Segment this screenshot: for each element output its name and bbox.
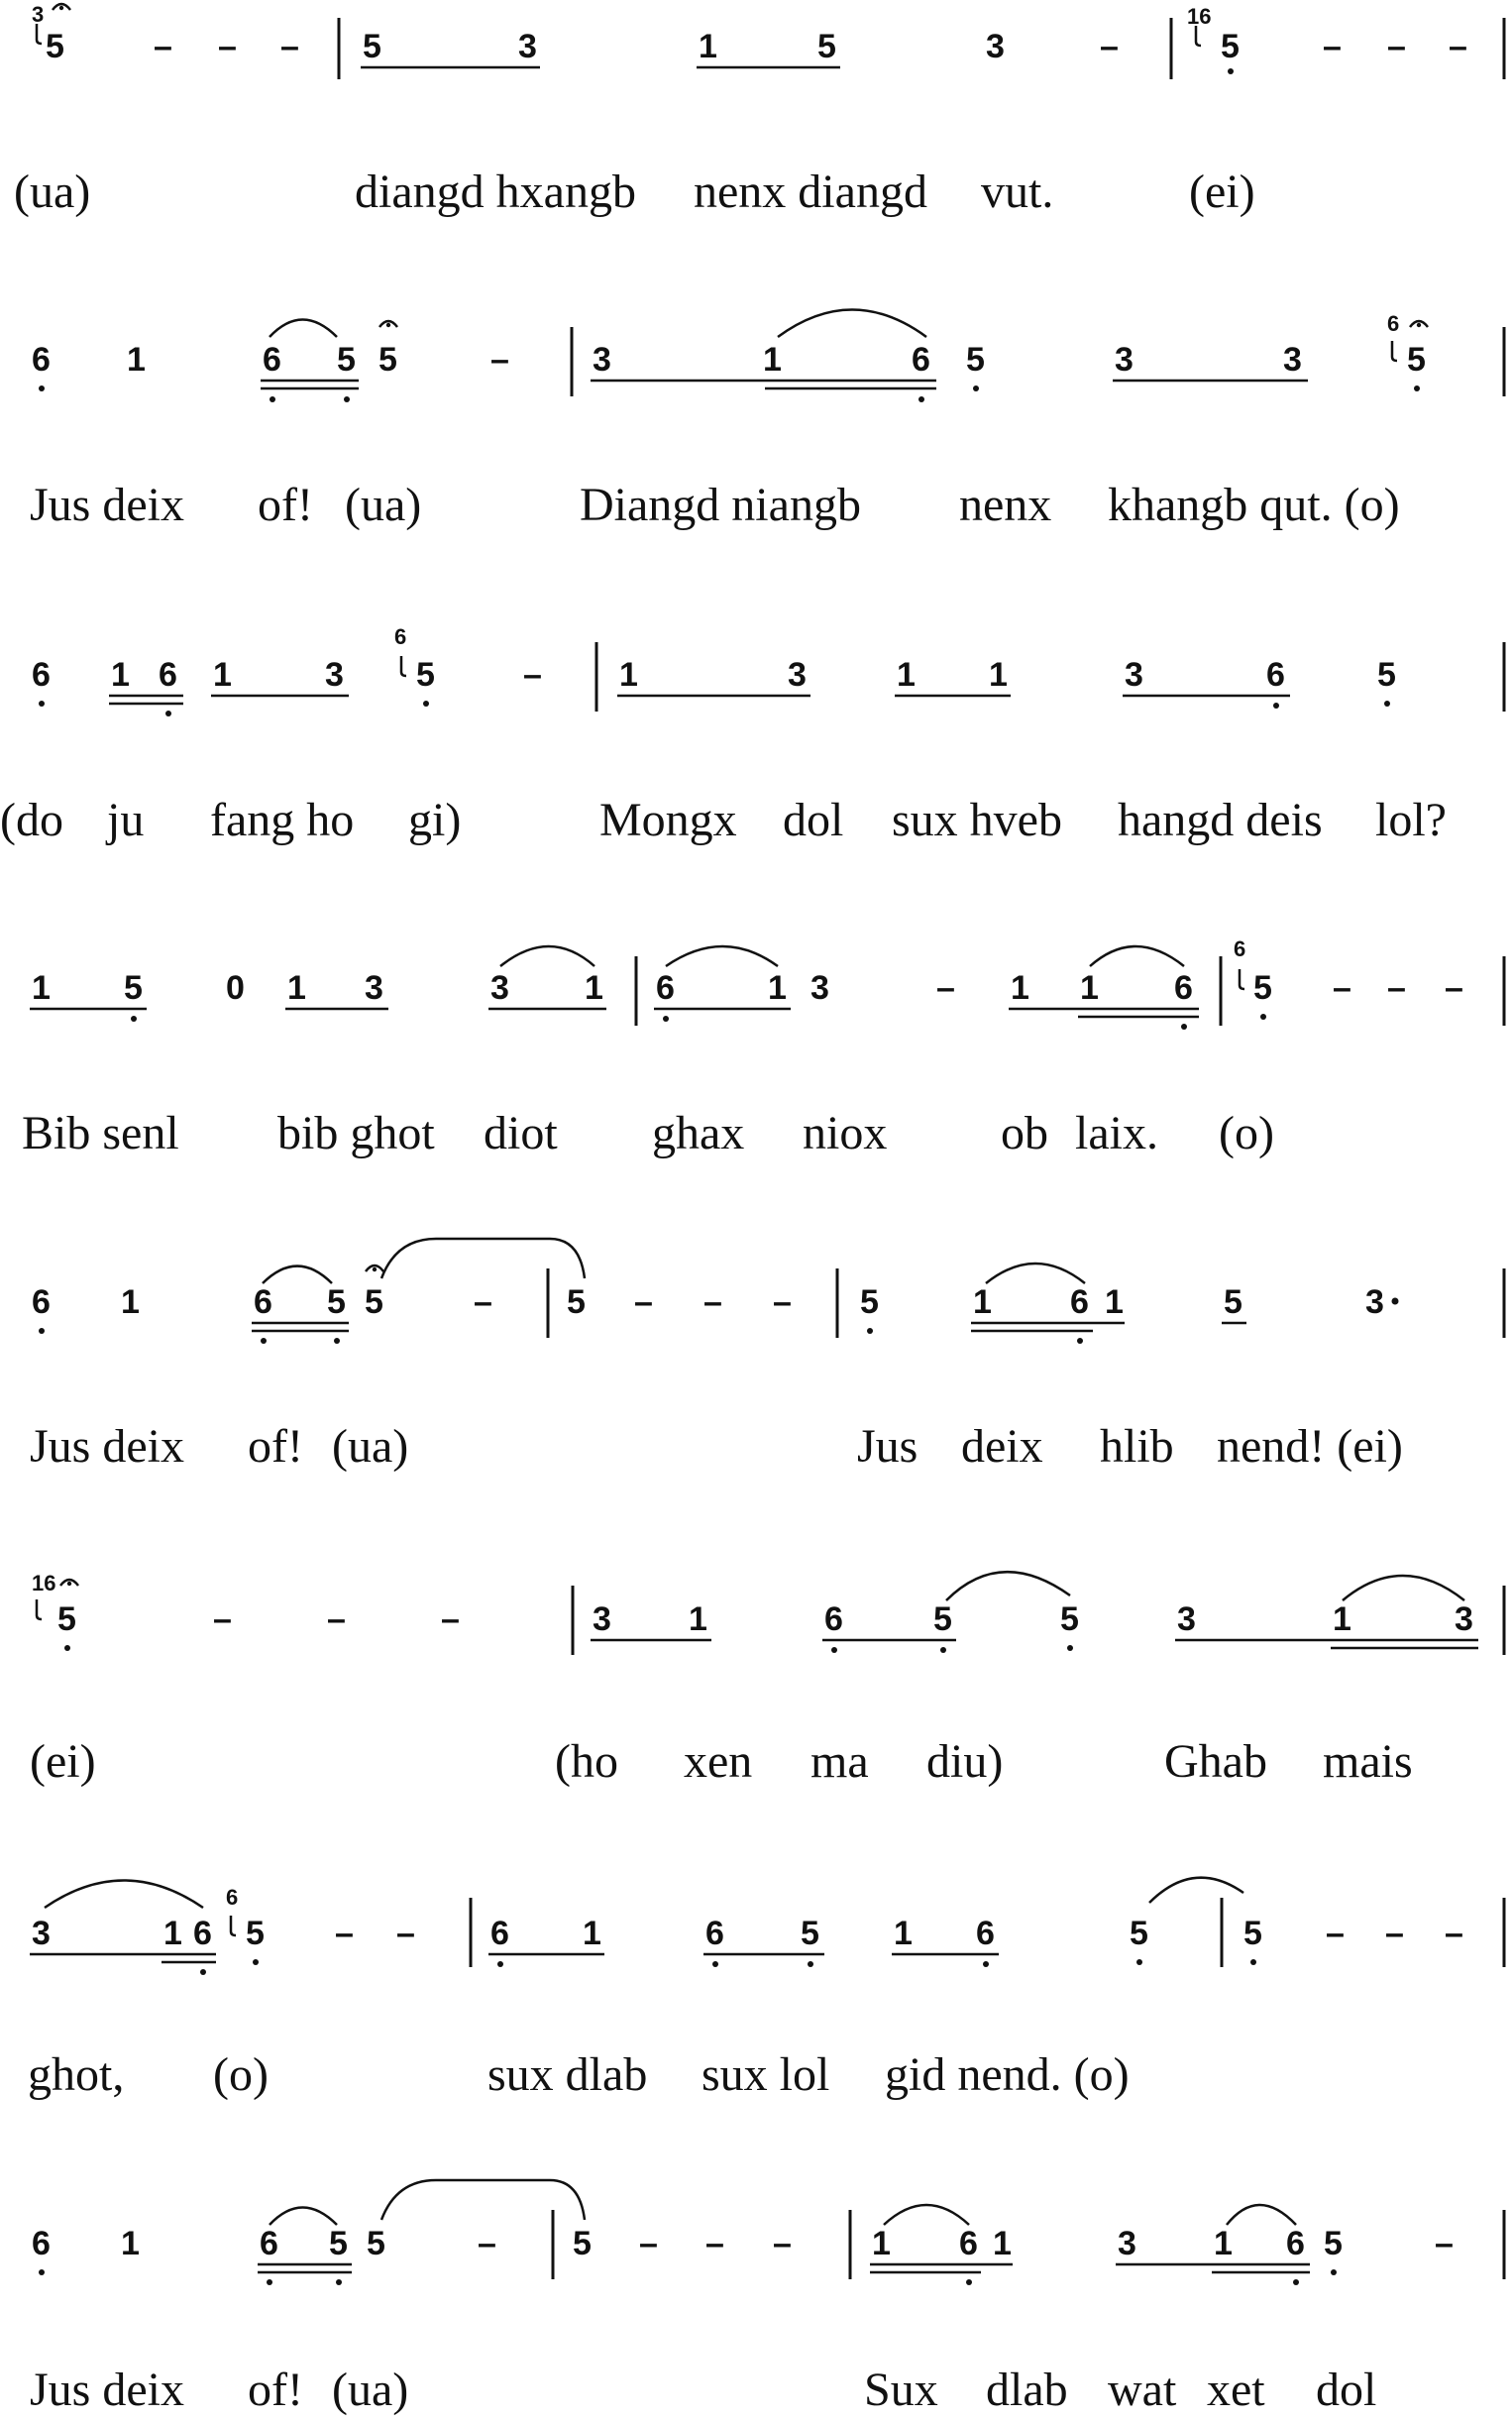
svg-text:–: –	[1449, 28, 1467, 65]
svg-text:6: 6	[656, 969, 675, 1007]
lyric-syllable: lol?	[1375, 794, 1447, 846]
svg-text:1: 1	[163, 1915, 182, 1952]
svg-text:5: 5	[367, 2225, 385, 2262]
lyric-syllable: dol	[783, 794, 844, 846]
svg-text:3: 3	[365, 969, 383, 1007]
svg-text:5: 5	[1243, 1915, 1262, 1952]
svg-text:–: –	[1323, 28, 1342, 65]
svg-text:5: 5	[801, 1915, 819, 1952]
svg-text:5: 5	[378, 341, 397, 379]
lyric-syllable: bib ghot	[277, 1107, 435, 1159]
svg-text:6: 6	[490, 1915, 509, 1952]
lyric-syllable: (ua)	[345, 479, 422, 531]
svg-text:5: 5	[966, 341, 985, 379]
lyric-syllable: vut.	[981, 165, 1054, 218]
lyric-syllable: Jus deix	[30, 2364, 184, 2416]
svg-text:3: 3	[1283, 341, 1302, 379]
svg-text:1: 1	[897, 656, 916, 694]
svg-text:5: 5	[1377, 656, 1396, 694]
svg-text:6: 6	[912, 341, 930, 379]
lyric-syllable: ma	[810, 1735, 869, 1788]
lyric-syllable: hlib	[1100, 1420, 1174, 1473]
lyric-syllable: Jus deix	[30, 1420, 184, 1473]
lyric-syllable: ob	[1001, 1107, 1048, 1159]
svg-text:5: 5	[337, 341, 356, 379]
svg-text:1: 1	[699, 28, 717, 65]
lyric-syllable: Ghab	[1164, 1735, 1267, 1788]
system-2-notation	[32, 310, 1504, 403]
svg-text:–: –	[634, 1283, 653, 1321]
svg-text:5: 5	[860, 1283, 879, 1321]
svg-text:5: 5	[573, 2225, 592, 2262]
svg-text:–: –	[1445, 969, 1463, 1007]
lyric-syllable: (o)	[1219, 1107, 1274, 1159]
lyric-syllable: laix.	[1075, 1107, 1158, 1159]
lyric-syllable: xet	[1207, 2364, 1265, 2416]
svg-text:5: 5	[365, 1283, 383, 1321]
svg-text:5: 5	[363, 28, 381, 65]
svg-text:5: 5	[1324, 2225, 1343, 2262]
svg-text:–: –	[1445, 1915, 1463, 1952]
svg-text:5: 5	[1224, 1283, 1242, 1321]
lyric-syllable: of!	[248, 2364, 303, 2416]
svg-text:3: 3	[325, 656, 344, 694]
svg-text:3: 3	[518, 28, 537, 65]
svg-text:1: 1	[111, 656, 130, 694]
lyric-syllable: ghot,	[28, 2048, 125, 2101]
lyric-syllable: hangd deis	[1118, 794, 1323, 846]
svg-text:–: –	[154, 28, 172, 65]
svg-text:1: 1	[1080, 969, 1099, 1007]
lyric-syllable: nenx	[959, 479, 1052, 531]
svg-text:1: 1	[287, 969, 306, 1007]
lyric-syllable: sux hveb	[892, 794, 1062, 846]
svg-text:5: 5	[567, 1283, 586, 1321]
svg-text:6: 6	[1174, 969, 1193, 1007]
lyric-syllable: Jus	[857, 1420, 918, 1473]
svg-text:3: 3	[1118, 2225, 1136, 2262]
svg-text:6: 6	[824, 1600, 843, 1638]
lyric-syllable: (ua)	[332, 2364, 409, 2416]
lyric-syllable: (ua)	[332, 1420, 409, 1473]
svg-text:1: 1	[583, 1915, 601, 1952]
svg-text:1: 1	[993, 2225, 1012, 2262]
svg-text:3: 3	[593, 341, 611, 379]
svg-text:–: –	[773, 2225, 792, 2262]
svg-text:3: 3	[1455, 1600, 1473, 1638]
svg-text:16: 16	[1187, 4, 1212, 29]
lyric-syllable: (ei)	[1189, 165, 1255, 218]
svg-text:–: –	[213, 1600, 232, 1638]
svg-text:–: –	[705, 2225, 724, 2262]
svg-text:–: –	[441, 1600, 460, 1638]
svg-text:5: 5	[1130, 1915, 1148, 1952]
svg-text:3: 3	[32, 1915, 51, 1952]
svg-text:–: –	[1385, 1915, 1404, 1952]
lyric-syllable: dol	[1316, 2364, 1377, 2416]
svg-text:1: 1	[872, 2225, 891, 2262]
svg-text:5: 5	[46, 28, 64, 65]
system-4-notation	[30, 936, 1504, 1030]
system-7-notation	[30, 1878, 1504, 1975]
svg-text:3: 3	[1115, 341, 1134, 379]
svg-text:3: 3	[1365, 1283, 1384, 1321]
svg-text:1: 1	[894, 1915, 913, 1952]
svg-text:6: 6	[976, 1915, 995, 1952]
lyric-syllable: sux dlab	[487, 2048, 648, 2101]
lyric-syllable: Mongx	[599, 794, 737, 846]
svg-text:–: –	[1333, 969, 1351, 1007]
lyric-syllable: diot	[484, 1107, 558, 1159]
svg-text:1: 1	[127, 341, 146, 379]
svg-text:6: 6	[1234, 936, 1246, 961]
lyric-syllable: Jus deix	[30, 479, 184, 531]
svg-text:6: 6	[32, 2225, 51, 2262]
system-6-notation	[32, 1571, 1504, 1655]
svg-text:1: 1	[1333, 1600, 1351, 1638]
svg-text:6: 6	[226, 1885, 239, 1910]
svg-text:6: 6	[32, 1283, 51, 1321]
lyric-syllable: sux lol	[702, 2048, 830, 2101]
svg-text:–: –	[1387, 969, 1406, 1007]
system-5-notation	[32, 1239, 1504, 1344]
svg-text:–: –	[327, 1600, 346, 1638]
lyric-syllable: ju	[107, 794, 145, 846]
svg-text:5: 5	[246, 1915, 265, 1952]
svg-text:–: –	[703, 1283, 722, 1321]
svg-text:3: 3	[490, 969, 509, 1007]
lyric-syllable: nenx diangd	[694, 165, 927, 218]
lyric-syllable: niox	[803, 1107, 888, 1159]
lyric-syllable: gi)	[408, 794, 462, 846]
svg-text:–: –	[1326, 1915, 1345, 1952]
lyric-syllable: khangb qut. (o)	[1108, 479, 1400, 531]
svg-text:3: 3	[986, 28, 1005, 65]
svg-text:6: 6	[263, 341, 281, 379]
svg-text:1: 1	[973, 1283, 992, 1321]
svg-text:3: 3	[810, 969, 829, 1007]
svg-text:3: 3	[32, 2, 45, 27]
lyric-syllable: (o)	[213, 2048, 269, 2101]
svg-text:6: 6	[959, 2225, 978, 2262]
svg-text:5: 5	[1221, 28, 1240, 65]
svg-text:1: 1	[1105, 1283, 1124, 1321]
svg-text:6: 6	[394, 624, 407, 649]
svg-text:1: 1	[989, 656, 1008, 694]
svg-text:1: 1	[32, 969, 51, 1007]
svg-text:5: 5	[933, 1600, 952, 1638]
svg-text:1: 1	[121, 2225, 140, 2262]
svg-text:6: 6	[1286, 2225, 1305, 2262]
lyric-syllable: mais	[1323, 1735, 1413, 1788]
lyric-syllable: ghax	[652, 1107, 745, 1159]
svg-text:3: 3	[1177, 1600, 1196, 1638]
lyric-syllable: diangd hxangb	[355, 165, 636, 218]
svg-text:1: 1	[768, 969, 787, 1007]
svg-text:–: –	[478, 2225, 496, 2262]
svg-text:–: –	[773, 1283, 792, 1321]
lyric-syllable: xen	[684, 1735, 753, 1788]
svg-text:3: 3	[1125, 656, 1143, 694]
svg-text:6: 6	[159, 656, 177, 694]
svg-text:5: 5	[329, 2225, 348, 2262]
svg-text:6: 6	[705, 1915, 724, 1952]
system-8-notation	[32, 2180, 1504, 2285]
svg-text:–: –	[1435, 2225, 1454, 2262]
svg-text:5: 5	[1407, 341, 1426, 379]
lyric-syllable: (ua)	[14, 165, 91, 218]
svg-text:1: 1	[1214, 2225, 1233, 2262]
svg-text:6: 6	[260, 2225, 278, 2262]
svg-text:–: –	[1100, 28, 1119, 65]
svg-text:5: 5	[57, 1600, 76, 1638]
svg-text:1: 1	[1011, 969, 1029, 1007]
svg-text:–: –	[490, 341, 509, 379]
svg-text:6: 6	[1070, 1283, 1089, 1321]
svg-text:6: 6	[32, 341, 51, 379]
svg-text:3: 3	[593, 1600, 611, 1638]
svg-text:16: 16	[32, 1571, 56, 1595]
svg-text:6: 6	[1266, 656, 1285, 694]
svg-text:6: 6	[193, 1915, 212, 1952]
svg-text:–: –	[396, 1915, 415, 1952]
lyric-syllable: of!	[248, 1420, 303, 1473]
system-1-notation	[32, 2, 1504, 79]
svg-text:–: –	[280, 28, 299, 65]
svg-text:1: 1	[763, 341, 782, 379]
svg-text:–: –	[218, 28, 237, 65]
svg-text:1: 1	[689, 1600, 707, 1638]
lyric-syllable: of!	[258, 479, 313, 531]
lyric-syllable: (ei)	[30, 1735, 96, 1788]
lyric-syllable: deix	[961, 1420, 1043, 1473]
lyric-syllable: (ho	[555, 1735, 618, 1788]
lyric-syllable: Bib senl	[22, 1107, 179, 1159]
svg-text:1: 1	[619, 656, 638, 694]
svg-text:5: 5	[124, 969, 143, 1007]
svg-text:–: –	[639, 2225, 658, 2262]
lyric-syllable: Diangd niangb	[580, 479, 861, 531]
svg-text:–: –	[1387, 28, 1406, 65]
svg-text:3: 3	[788, 656, 807, 694]
svg-text:5: 5	[1253, 969, 1272, 1007]
svg-text:–: –	[523, 656, 542, 694]
lyric-syllable: fang ho	[210, 794, 355, 846]
lyric-syllable: wat	[1108, 2364, 1177, 2416]
svg-text:5: 5	[1060, 1600, 1079, 1638]
svg-text:6: 6	[254, 1283, 272, 1321]
svg-text:–: –	[936, 969, 955, 1007]
lyric-syllable: dlab	[986, 2364, 1068, 2416]
svg-text:1: 1	[585, 969, 603, 1007]
lyric-syllable: diu)	[926, 1735, 1004, 1788]
svg-text:0: 0	[226, 969, 245, 1007]
svg-text:5: 5	[416, 656, 435, 694]
svg-text:5: 5	[327, 1283, 346, 1321]
svg-text:1: 1	[213, 656, 232, 694]
svg-text:6: 6	[1387, 311, 1400, 336]
lyric-syllable: (do	[0, 794, 63, 846]
lyric-syllable: gid nend. (o)	[885, 2048, 1130, 2101]
lyric-syllable: Sux	[864, 2364, 938, 2416]
svg-text:5: 5	[817, 28, 836, 65]
svg-text:6: 6	[32, 656, 51, 694]
svg-text:–: –	[474, 1283, 492, 1321]
svg-text:–: –	[335, 1915, 354, 1952]
lyric-syllable: nend! (ei)	[1217, 1420, 1403, 1473]
system-3-notation	[32, 624, 1504, 716]
svg-text:1: 1	[121, 1283, 140, 1321]
